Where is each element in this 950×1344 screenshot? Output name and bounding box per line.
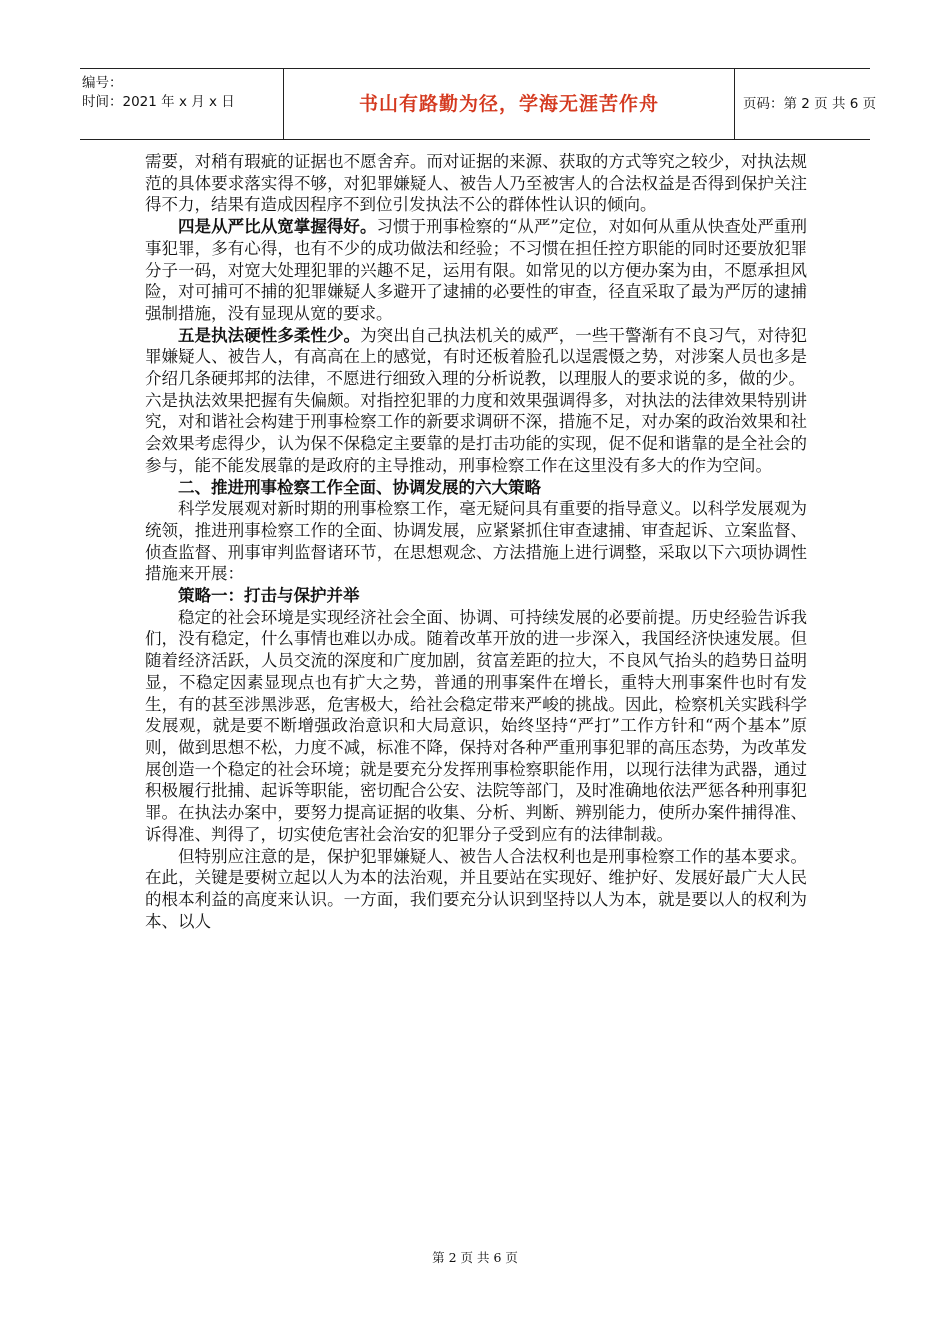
header-left-cell xyxy=(80,69,283,139)
paragraph-text: 为突出自己执法机关的威严，一些干警渐有不良习气，对待犯罪嫌疑人、被告人，有高高在上的感觉，有时还板着脸孔以逞震慑之势，对涉案人员也多是介绍几条硬邦邦的法律，不愿进行细致入理的分析说教，以理服人的要求说的多，做的少。 xyxy=(145,325,808,389)
paragraph-text: 六是执法效果把握有失偏颇。对指控犯罪的力度和效果强调得多，对执法的法律效果特别讲究，对和谐社会构建于刑事检察工作的新要求调研不深，措施不足，对办案的政治效果和社会效果考虑得少，认为保不保稳定主要靠的是打击功能的实现，促不促和谐靠的是全社会的参与，能不能发展靠的是政府的主导推动，刑事检察工作在这里没有多大的作为空间。 xyxy=(145,390,807,475)
paragraph-text: 需要，对稍有瑕疵的证据也不愿舍弃。而对证据的来源、获取的方式等究之较少，对执法规范的具体要求落实得不够，对犯罪嫌疑人、被告人乃至被害人的合法权益是否得到保护关注得不力，结果有造成因程序不到位引发执法不公的群体性认识的倾向。 xyxy=(145,152,807,215)
page-footer xyxy=(0,1248,950,1266)
header-page-number: 页码：第 2 页 共 6 页 xyxy=(743,96,877,112)
body-paragraph xyxy=(145,216,807,325)
strategy-heading-text: 策略一：打击与保护并举 xyxy=(178,586,360,606)
body-paragraph xyxy=(145,846,807,933)
strategy-heading xyxy=(145,585,807,607)
paragraph-text: 但特别应注意的是，保护犯罪嫌疑人、被告人合法权利也是刑事检察工作的基本要求。在此，关键是要树立起以人为本的法治观，并且要站在实现好、维护好、发展好最广大人民的根本利益的高度来认识。一方面，我们要充分认识到坚持以人为本，就是要以人的权利为本、以人 xyxy=(145,846,807,931)
header-motto-cell xyxy=(283,69,735,139)
body-paragraph xyxy=(145,325,807,390)
paragraph-text: 习惯于刑事检察的“从严”定位，对如何从重从快查处严重刑事犯罪，多有心得，也有不少的成功做法和经验；不习惯在担任控方职能的同时还要放犯罪分子一码，对宽大处理犯罪的兴趣不足，运用有限。如常见的以方便办案为由，不愿承担风险，对可捕可不捕的犯罪嫌疑人多避开了逮捕的必要性的审查，径直采取了最为严厉的逮捕强制措施，没有显现从宽的要求。 xyxy=(145,217,807,323)
paragraph-text: 稳定的社会环境是实现经济社会全面、协调、可持续发展的必要前提。历史经验告诉我们，没有稳定，什么事情也难以办成。随着改革开放的进一步深入，我国经济快速发展。但随着经济活跃，人员交流的深度和广度加剧，贫富差距的拉大，不良风气抬头的趋势日益明显，不稳定因素显现点也有扩大之势，普通的刑事案件在增长，重特大刑事案件也时有发生，有的甚至涉黑涉恶，危害极大，给社会稳定带来严峻的挑战。因此，检察机关实践科学发展观，就是要不断增强政治意识和大局意识，始终坚持“严打”工作方针和“两个基本”原则，做到思想不松，力度不减，标准不降，保持对各种严重刑事犯罪的高压态势，为改革发展创造一个稳定的社会环境；就是要充分发挥刑事检察职能作用，以现行法律为武器，通过积极履行批捕、起诉等职能，密切配合公安、法院等部门，及时准确地依法严惩各种刑事犯罪。在执法办案中，要努力提高证据的收集、分析、判断、辨别能力，使所办案件捕得准、诉得准、判得了，切实使危害社会治安的犯罪分子受到应有的法律制裁。 xyxy=(145,607,807,844)
paragraph-text: 科学发展观对新时期的刑事检察工作，毫无疑问具有重要的指导意义。以科学发展观为统领，推进刑事检察工作的全面、协调发展，应紧紧抓住审查逮捕、审查起诉、立案监督、侦查监督、刑事审判监督诸环节，在思想观念、方法措施上进行调整，采取以下六项协调性措施来开展： xyxy=(145,499,807,584)
footer-page-number: 第 2 页 共 6 页 xyxy=(432,1250,518,1265)
section-heading xyxy=(145,477,807,499)
header-page-cell xyxy=(735,69,877,139)
paragraph-lead: 五是执法硬性多柔性少。 xyxy=(178,325,361,345)
page-header xyxy=(80,68,877,140)
body-paragraph xyxy=(145,390,807,477)
document-body xyxy=(145,151,807,932)
body-paragraph xyxy=(145,607,807,846)
motto-text: 书山有路勤为径，学海无涯苦作舟 xyxy=(358,93,659,115)
section-heading-text: 二、推进刑事检察工作全面、协调发展的六大策略 xyxy=(178,477,541,497)
document-date-label: 时间：2021 年 x 月 x 日 xyxy=(82,94,235,110)
body-paragraph xyxy=(145,151,807,216)
document-number-label: 编号： xyxy=(82,75,123,91)
paragraph-lead: 四是从严比从宽掌握得好。 xyxy=(178,217,377,237)
body-paragraph xyxy=(145,498,807,585)
